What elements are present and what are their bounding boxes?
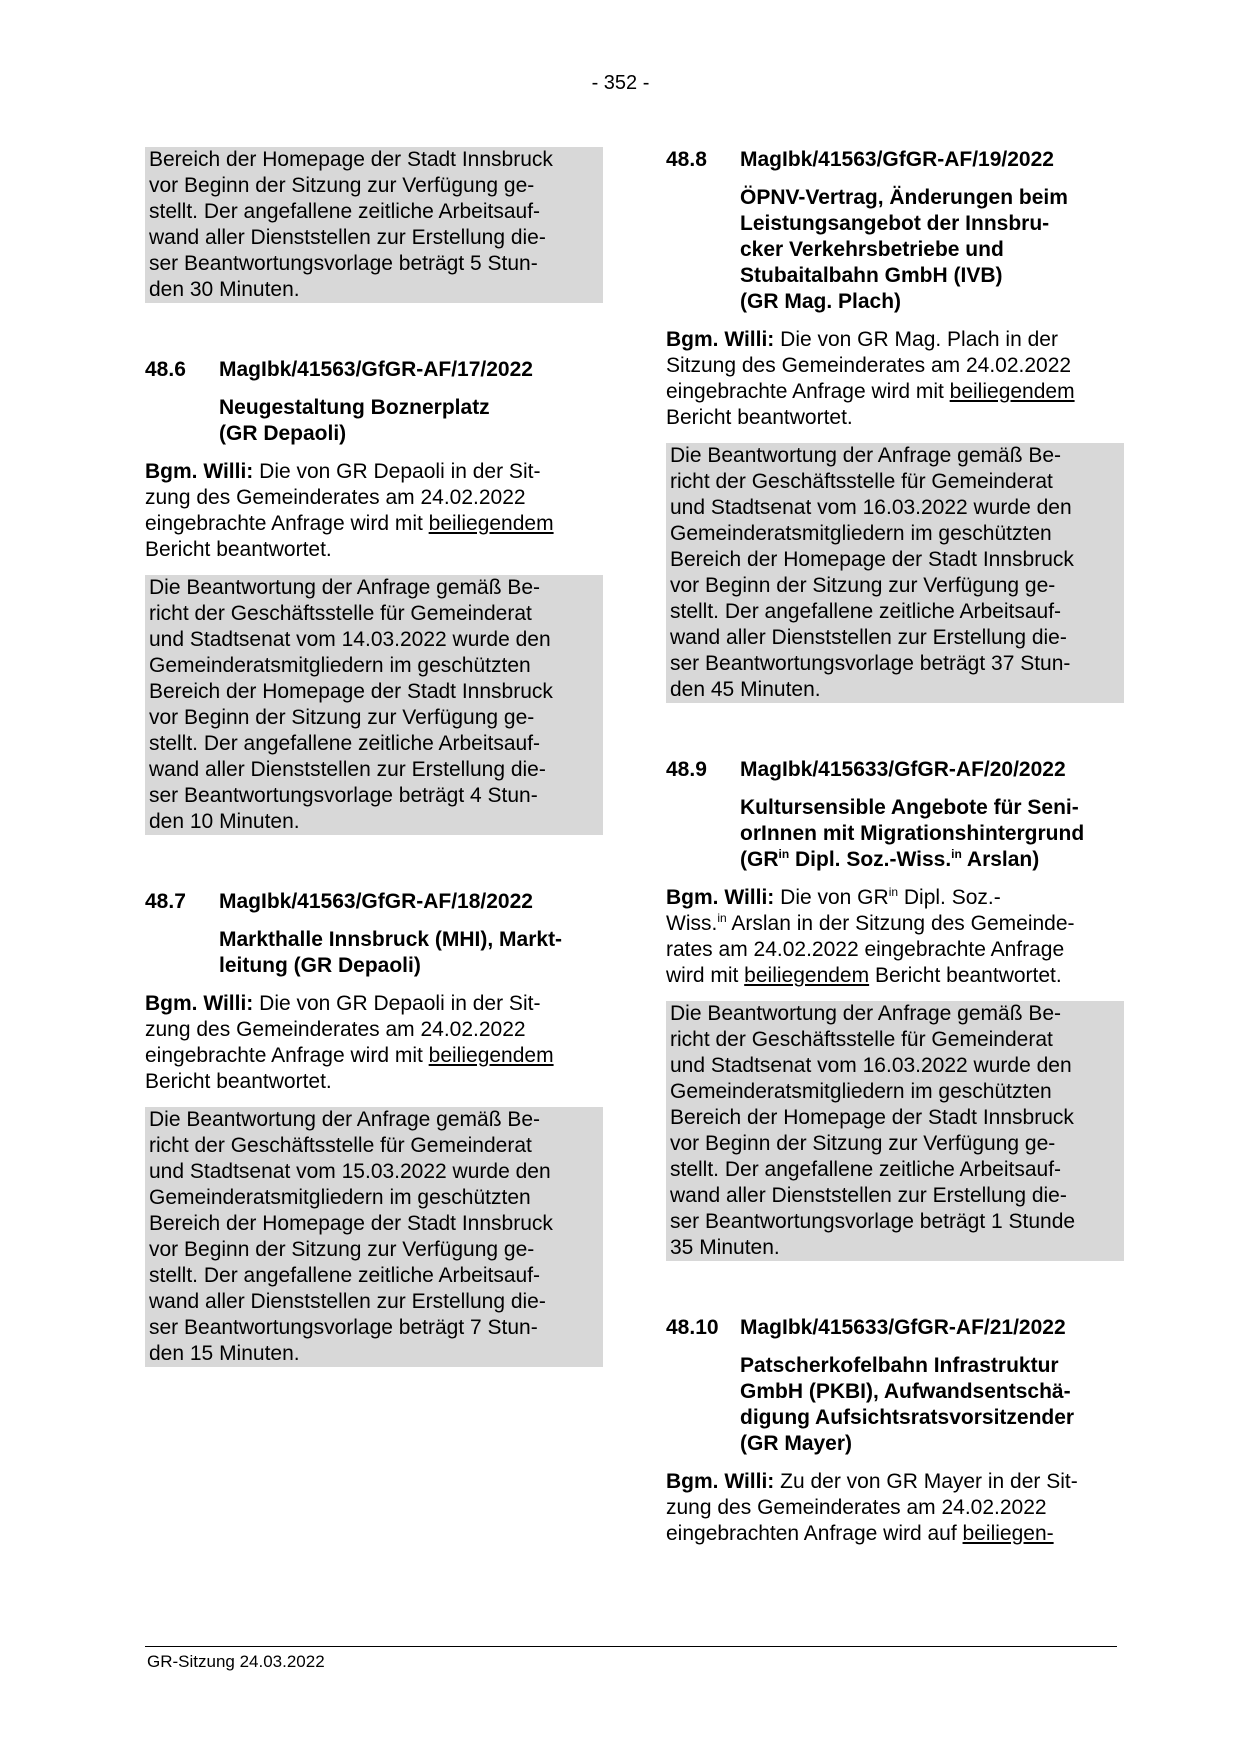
item-title: Markthalle Innsbruck (MHI), Markt- leitung (GR Depaoli)	[219, 928, 563, 977]
speaker-label: Bgm. Willi:	[666, 328, 775, 351]
agenda-item-48-7	[145, 889, 603, 1367]
statement-text: Die von GR Depaoli in der Sit- zung des Gemeinderates am 24.02.2022 eingebrachte Anfrage wird mit	[145, 460, 541, 535]
statement-text: Die von GR Depaoli in der Sit- zung des Gemeinderates am 24.02.2022 eingebrachte Anfrage wird mit	[145, 992, 541, 1067]
item-number: 48.9	[666, 758, 707, 781]
item-statement	[666, 885, 1124, 989]
footer-divider	[145, 1646, 1117, 1647]
item-heading	[666, 147, 1124, 173]
item-reference: MagIbk/415633/GfGR-AF/20/2022	[740, 758, 1066, 781]
item-statement	[145, 459, 603, 563]
agenda-item-48-8	[666, 147, 1124, 703]
statement-text: Bericht beantwortet.	[145, 1070, 332, 1093]
attachment-link: beiliegendem	[949, 380, 1075, 403]
item-reference: MagIbk/41563/GfGR-AF/17/2022	[219, 358, 533, 381]
superscript: in	[888, 885, 899, 899]
attachment-link: beiliegendem	[744, 964, 870, 987]
item-number: 48.10	[666, 1316, 719, 1339]
item-note: Die Beantwortung der Anfrage gemäß Be- richt der Geschäftsstelle für Gemeinderat und Stadtsenat vom 16.03.2022 wurde den Gemeinderatsmitgliedern im geschützten Bereich der Homepage der Stadt Innsbruck vor Beginn der Sitzung zur Verfügung ge- stellt. Der angefallene zeitliche Arbeitsauf- wand aller Dienststellen zur Erstellung die- ser Beantwortungsvorlage beträgt 1 Stunde 35 Minuten.	[666, 1001, 1124, 1261]
page-number: - 352 -	[591, 72, 650, 94]
title-line: orInnen mit Migrationshintergrund	[740, 822, 1085, 845]
agenda-item-48-9	[666, 757, 1124, 1261]
agenda-item-48-6	[145, 357, 603, 835]
title-text: Dipl. Soz.-Wiss.	[789, 848, 952, 871]
statement-text: Bericht beantwortet.	[145, 538, 332, 561]
attachment-link: beiliegendem	[428, 512, 554, 535]
item-title: Patscherkofelbahn Infrastruktur GmbH (PKBI), Aufwandsentschä- digung Aufsichtsratsvorsitzender (GR Mayer)	[740, 1354, 1075, 1455]
statement-text: Die von GR Mag. Plach in der Sitzung des Gemeinderates am 24.02.2022 eingebrachte Anfrage wird mit	[666, 328, 1072, 403]
item-number: 48.8	[666, 148, 707, 171]
speaker-label: Bgm. Willi:	[666, 886, 775, 909]
attachment-link: beiliegendem	[428, 1044, 554, 1067]
item-title: ÖPNV-Vertrag, Änderungen beim Leistungsangebot der Innsbru- cker Verkehrsbetriebe und Stubaitalbahn GmbH (IVB) (GR Mag. Plach)	[740, 186, 1068, 313]
item-title: Neugestaltung Boznerplatz (GR Depaoli)	[219, 396, 490, 445]
superscript: in	[778, 847, 790, 861]
agenda-item-48-10	[666, 1315, 1124, 1547]
item-statement	[666, 327, 1124, 431]
superscript: in	[951, 847, 962, 861]
statement-text: Bericht beantwortet.	[869, 964, 1062, 987]
item-statement	[145, 991, 603, 1095]
title-line: Kultursensible Angebote für Seni-	[740, 796, 1079, 819]
title-text: Arslan)	[961, 848, 1040, 871]
item-reference: MagIbk/41563/GfGR-AF/18/2022	[219, 890, 533, 913]
item-number: 48.7	[145, 890, 186, 913]
carryover-note: Bereich der Homepage der Stadt Innsbruck vor Beginn der Sitzung zur Verfügung ge- stellt. Der angefallene zeitliche Arbeitsauf- wand aller Dienststellen zur Erstellung die- ser Beantwortungsvorlage beträgt 5 Stun- den 30 Minuten.	[145, 147, 603, 303]
right-column	[666, 147, 1124, 1547]
item-heading	[666, 1315, 1124, 1341]
item-heading	[666, 757, 1124, 783]
item-note: Die Beantwortung der Anfrage gemäß Be- richt der Geschäftsstelle für Gemeinderat und Stadtsenat vom 15.03.2022 wurde den Gemeinderatsmitgliedern im geschützten Bereich der Homepage der Stadt Innsbruck vor Beginn der Sitzung zur Verfügung ge- stellt. Der angefallene zeitliche Arbeitsauf- wand aller Dienststellen zur Erstellung die- ser Beantwortungsvorlage beträgt 7 Stun- den 15 Minuten.	[145, 1107, 603, 1367]
statement-text: Arslan in der Sitzung des Gemeinde- rates am 24.02.2022 eingebrachte Anfrage wird mit	[666, 912, 1075, 987]
item-note: Die Beantwortung der Anfrage gemäß Be- richt der Geschäftsstelle für Gemeinderat und Stadtsenat vom 16.03.2022 wurde den Gemeinderatsmitgliedern im geschützten Bereich der Homepage der Stadt Innsbruck vor Beginn der Sitzung zur Verfügung ge- stellt. Der angefallene zeitliche Arbeitsauf- wand aller Dienststellen zur Erstellung die- ser Beantwortungsvorlage beträgt 37 Stun- den 45 Minuten.	[666, 443, 1124, 703]
statement-text: Dipl. Soz.- Wiss.	[666, 886, 1001, 935]
item-reference: MagIbk/41563/GfGR-AF/19/2022	[740, 148, 1054, 171]
superscript: in	[717, 911, 727, 925]
attachment-link: beiliegen-	[962, 1522, 1054, 1545]
statement-text: Die von GR	[774, 886, 889, 909]
speaker-label: Bgm. Willi:	[145, 992, 254, 1015]
item-reference: MagIbk/415633/GfGR-AF/21/2022	[740, 1316, 1066, 1339]
footer-session-date: GR-Sitzung 24.03.2022	[147, 1652, 325, 1671]
item-title	[740, 795, 1124, 873]
item-note: Die Beantwortung der Anfrage gemäß Be- richt der Geschäftsstelle für Gemeinderat und Stadtsenat vom 14.03.2022 wurde den Gemeinderatsmitgliedern im geschützten Bereich der Homepage der Stadt Innsbruck vor Beginn der Sitzung zur Verfügung ge- stellt. Der angefallene zeitliche Arbeitsauf- wand aller Dienststellen zur Erstellung die- ser Beantwortungsvorlage beträgt 4 Stun- den 10 Minuten.	[145, 575, 603, 835]
item-statement	[666, 1469, 1124, 1547]
statement-text: Zu der von GR Mayer in der Sit- zung des Gemeinderates am 24.02.2022 eingebrachten Anfrage wird auf	[666, 1470, 1078, 1545]
item-heading	[145, 889, 603, 915]
item-number: 48.6	[145, 358, 186, 381]
speaker-label: Bgm. Willi:	[145, 460, 254, 483]
statement-text: Bericht beantwortet.	[666, 406, 853, 429]
speaker-label: Bgm. Willi:	[666, 1470, 775, 1493]
item-heading	[145, 357, 603, 383]
title-line: (GR	[740, 848, 779, 871]
left-column	[145, 147, 603, 1367]
